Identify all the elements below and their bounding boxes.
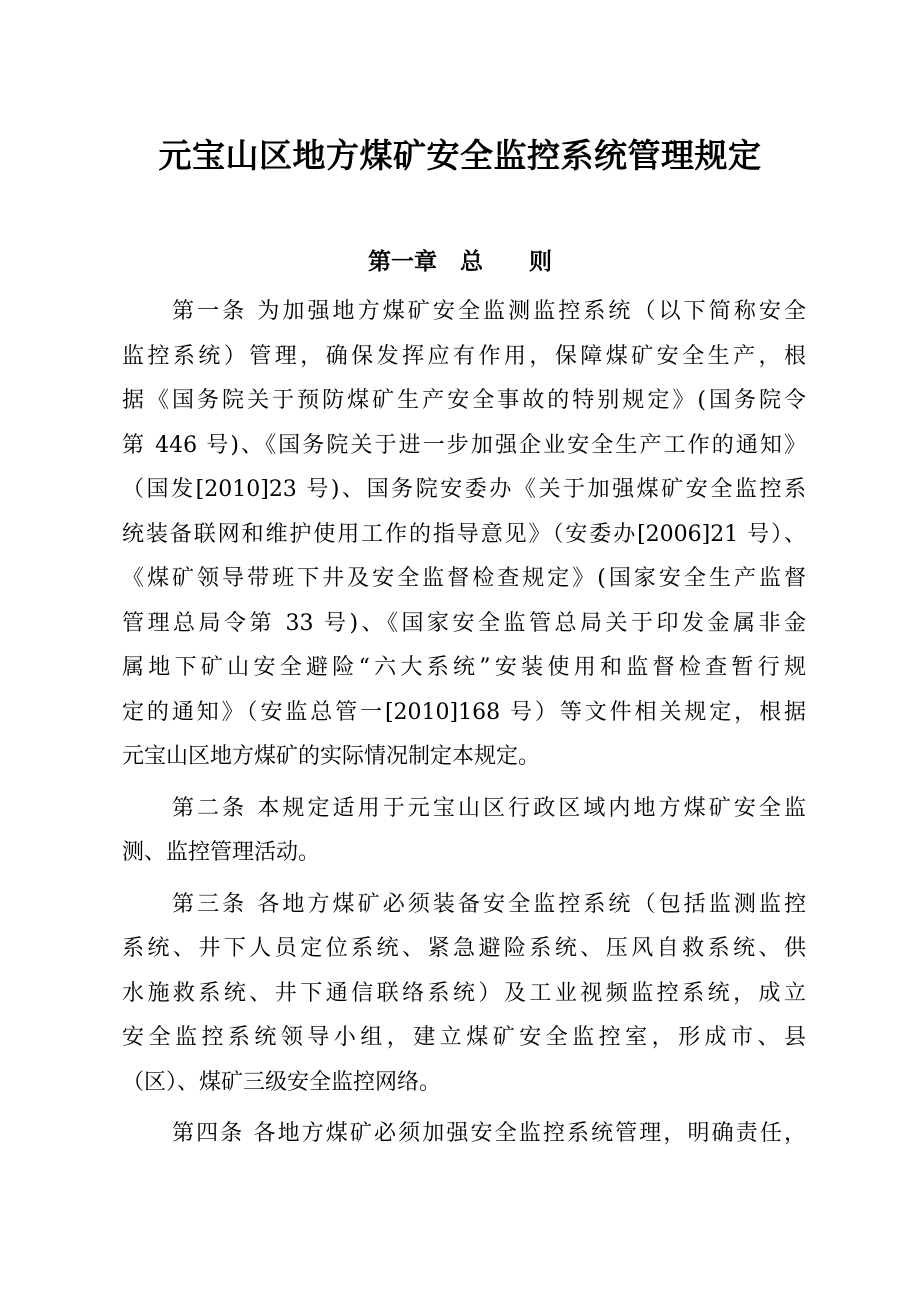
document-title: 元宝山区地方煤矿安全监控系统管理规定 [158,136,762,175]
paragraph-line: 统装备联网和维护使用工作的指导意见》（安委办[2006]21 号）、 [122,521,806,547]
paragraph-line: 安全监控系统领导小组，建立煤矿安全监控室，形成市、县 [122,1025,806,1050]
paragraph-line: 属地下矿山安全避险“六大系统”安装使用和监督检查暂行规 [122,655,806,680]
paragraph-gap [122,780,806,787]
paragraph-line: 管理总局令第 33 号)、《国家安全监管总局关于印发金属非金 [122,610,806,636]
article-4 [122,1112,806,1157]
chapter-heading: 第一章 总 则 [368,249,552,275]
paragraph-line: （区）、煤矿三级安全监控网络。 [122,1069,442,1095]
paragraph-line: 元宝山区地方煤矿的实际情况制定本规定。 [122,744,541,769]
paragraph-line: 第 446 号)、《国务院关于进一步加强企业安全生产工作的通知》 [122,432,806,458]
paragraph-line: 据《国务院关于预防煤矿生产安全事故的特别规定》(国务院令 [122,388,806,413]
paragraph-line: 系统、井下人员定位系统、紧急避险系统、压风自救系统、供 [122,936,806,961]
paragraph-line: 第四条 各地方煤矿必须加强安全监控系统管理，明确责任， [172,1121,806,1146]
paragraph-line: 第一条 为加强地方煤矿安全监测监控系统（以下简称安全 [172,299,806,324]
paragraph-line: 测、监控管理活动。 [122,840,321,865]
paragraph-gap [122,876,806,883]
article-1 [122,290,806,780]
article-3 [122,883,806,1106]
paragraph-line: （国发[2010]23 号)、国务院安委办《关于加强煤矿安全监控系 [122,477,806,502]
paragraph-line: 《煤矿领导带班下井及安全监督检查规定》(国家安全生产监督 [122,566,806,591]
paragraph-line: 定的通知》（安监总管一[2010]168 号）等文件相关规定，根据 [122,699,806,725]
paragraph-gap [122,1105,806,1112]
paragraph-line: 第三条 各地方煤矿必须装备安全监控系统（包括监测监控 [172,891,806,917]
document-body [122,290,806,1157]
paragraph-line: 监控系统）管理，确保发挥应有作用，保障煤矿安全生产，根 [122,343,806,369]
paragraph-line: 第二条 本规定适用于元宝山区行政区域内地方煤矿安全监 [172,795,806,821]
paragraph-line: 水施救系统、井下通信联络系统）及工业视频监控系统，成立 [122,980,806,1006]
article-2 [122,787,806,876]
